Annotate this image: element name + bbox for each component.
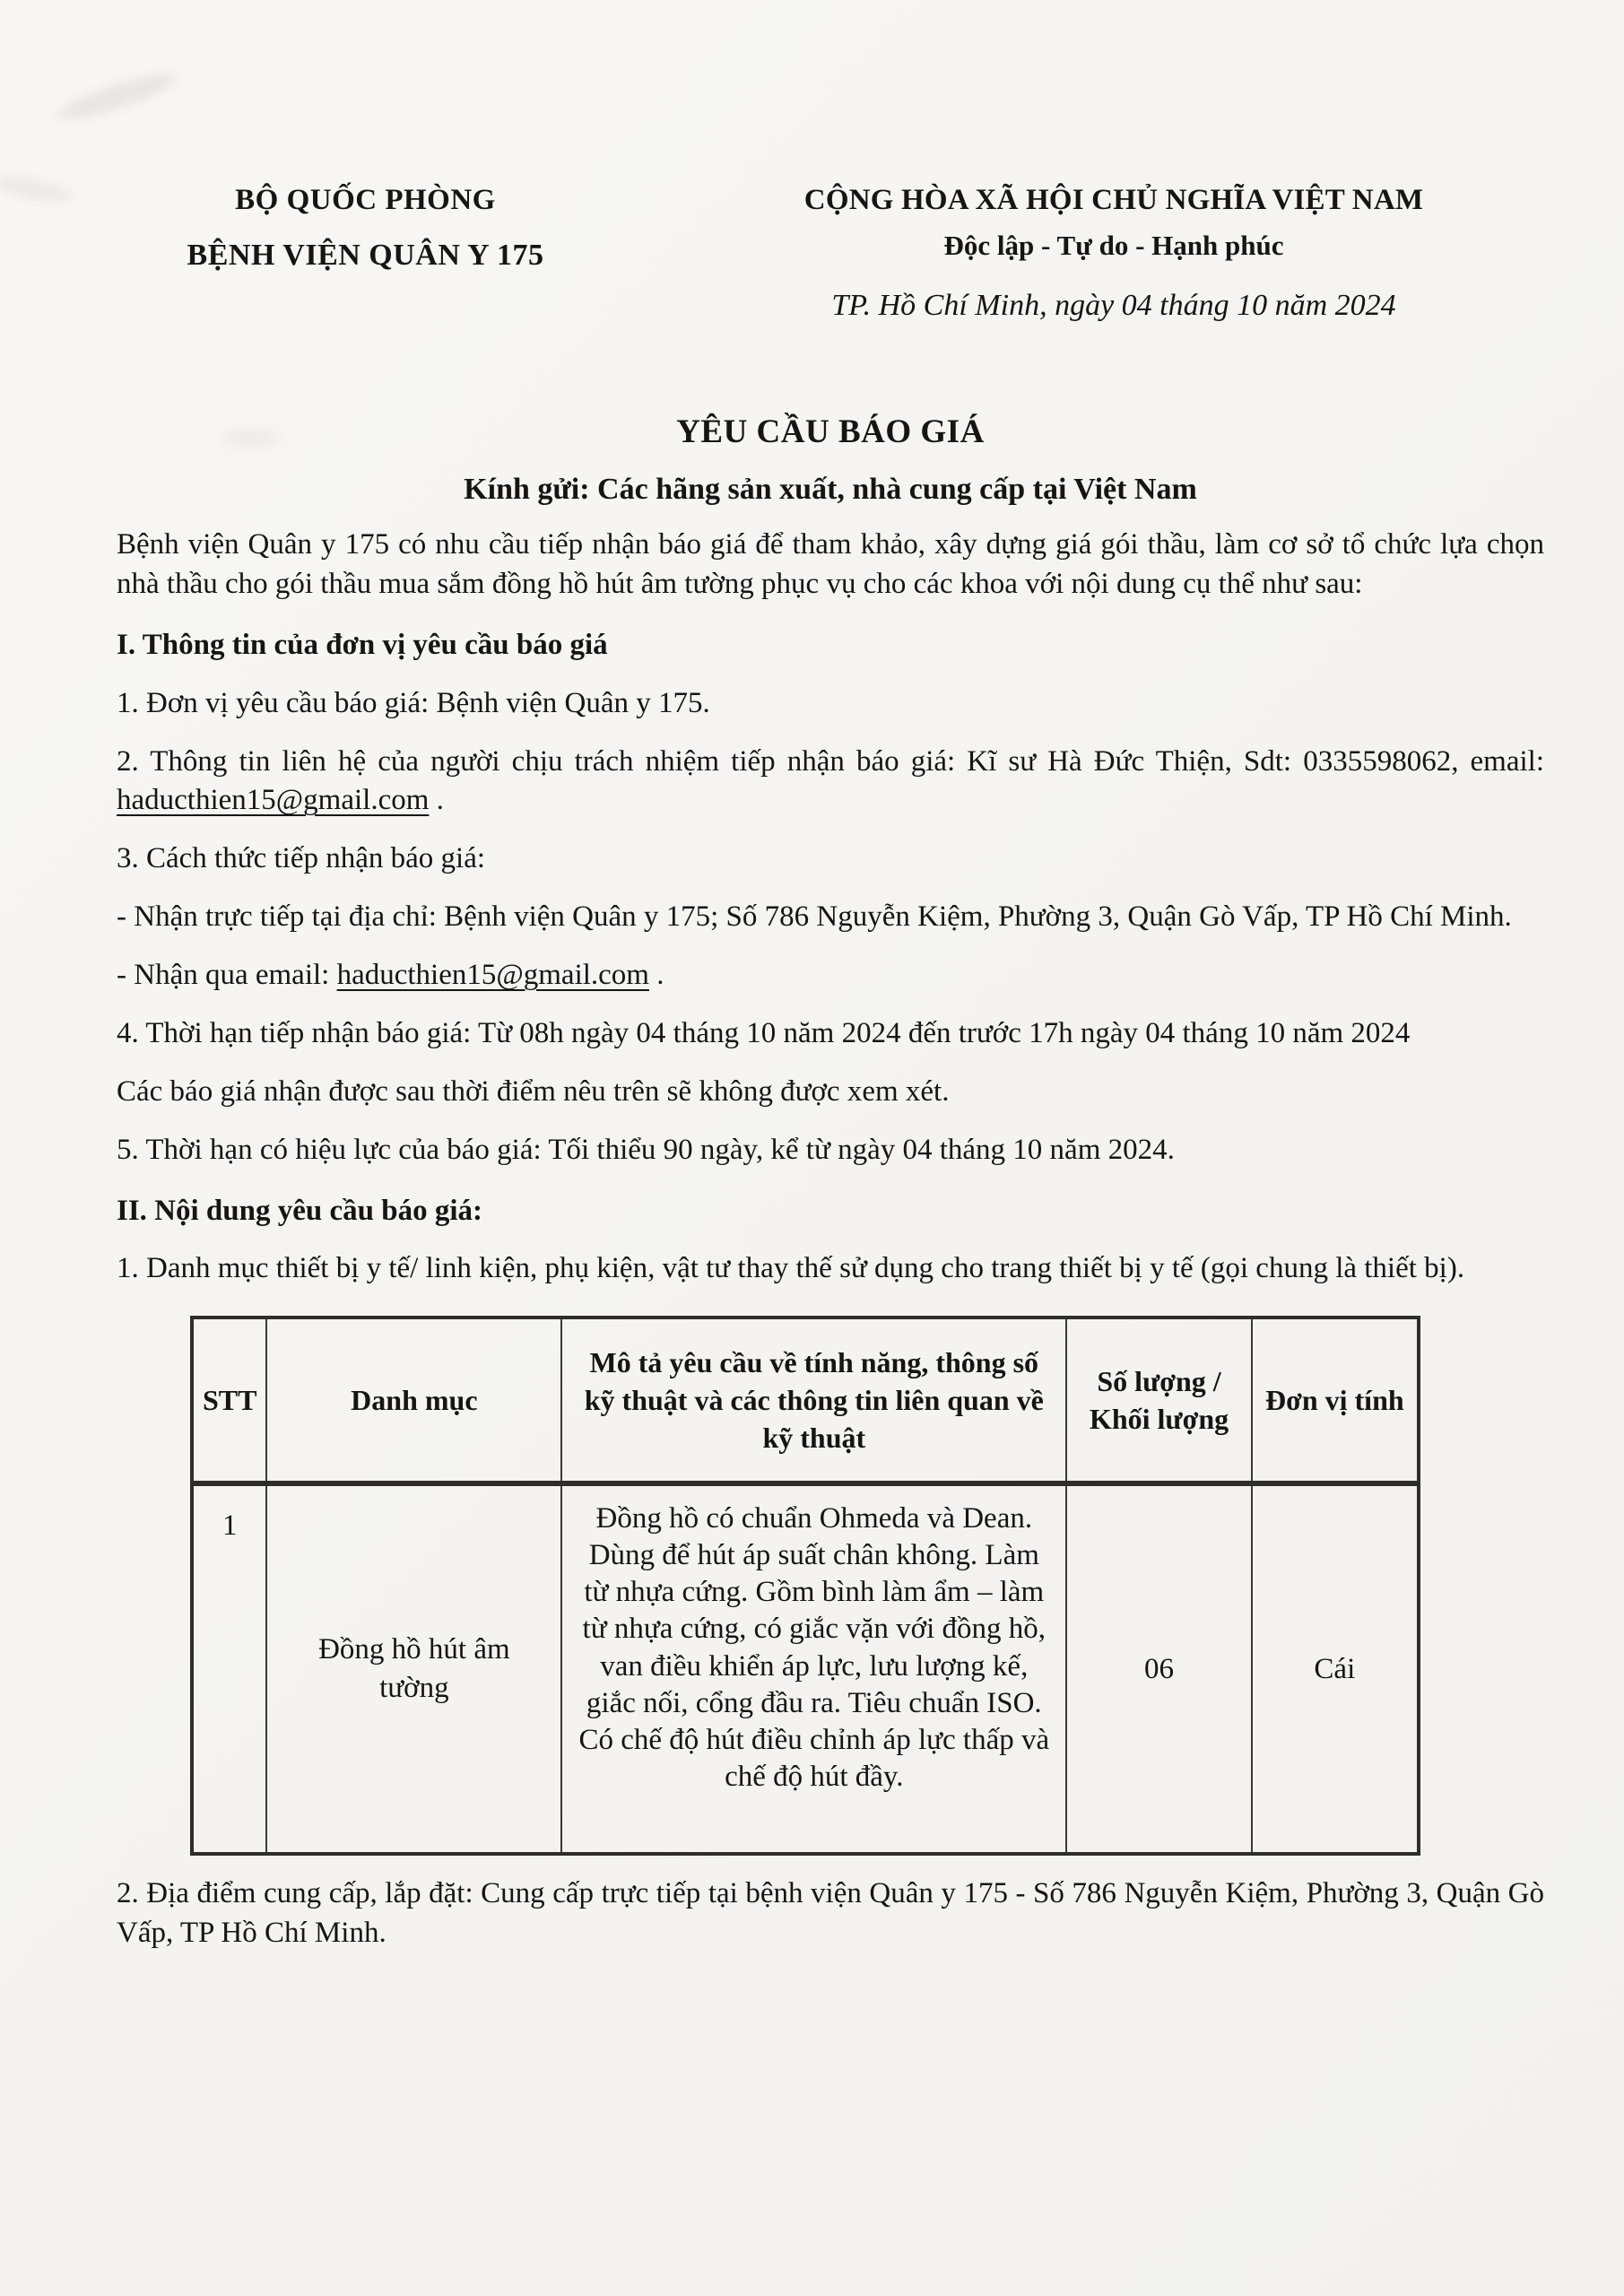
col-header-stt: STT: [192, 1318, 266, 1483]
hospital-name: BỆNH VIỆN QUÂN Y 175: [187, 239, 544, 272]
national-title: CỘNG HÒA XÃ HỘI CHỦ NGHĨA VIỆT NAM: [803, 184, 1424, 216]
contact-info-text: 2. Thông tin liên hệ của người chịu trách nhiệm tiếp nhận báo giá: Kĩ sư Hà Đức Thiện, Sdt: 0335598062, email:: [117, 744, 1544, 778]
document-content: [117, 184, 1544, 1953]
scan-artifact: [53, 66, 179, 127]
section2-item1: 1. Danh mục thiết bị y tế/ linh kiện, phụ kiện, vật tư thay thế sử dụng cho trang thiết bị y tế (gọi chung là thiết bị).: [117, 1252, 1465, 1285]
issuing-org-block: [117, 184, 614, 273]
section1-heading: I. Thông tin của đơn vị yêu cầu báo giá: [117, 628, 608, 661]
ministry-name: BỘ QUỐC PHÒNG: [235, 184, 496, 216]
cell-quantity: 06: [1066, 1483, 1251, 1854]
contact-info-period: .: [429, 784, 444, 817]
section1-item5: 5. Thời hạn có hiệu lực của báo giá: Tối thiểu 90 ngày, kể từ ngày 04 tháng 10 năm 2024.: [117, 1133, 1175, 1166]
cell-description: Đồng hồ có chuẩn Ohmeda và Dean. Dùng để hút áp suất chân không. Làm từ nhựa cứng. Gồm bình làm ẩm – làm từ nhựa cứng, có giắc vặn với đồng hồ, van điều khiển áp lực, lưu lượng kế, giắc nối, cổng đầu ra. Tiêu chuẩn ISO. Có chế độ hút điều chỉnh áp lực thấp và chế độ hút đầy.: [561, 1483, 1066, 1854]
equipment-quote-table: [190, 1316, 1420, 1856]
document-header: [117, 184, 1544, 323]
section1-item3-dash2: [117, 956, 1544, 996]
table-row: [192, 1483, 1419, 1854]
deadline-note: Các báo giá nhận được sau thời điểm nêu trên sẽ không được xem xét.: [117, 1074, 950, 1108]
receive-email-link: haducthien15@gmail.com: [336, 959, 649, 991]
col-header-unit: Đơn vị tính: [1252, 1318, 1419, 1483]
scan-artifact: [0, 171, 74, 207]
table-header-row: [192, 1318, 1419, 1483]
email-receive-text: - Nhận qua email:: [117, 959, 337, 991]
section1-item1: 1. Đơn vị yêu cầu báo giá: Bệnh viện Quân y 175.: [117, 686, 710, 719]
place-date-line: TP. Hồ Chí Minh, ngày 04 tháng 10 năm 2024: [831, 289, 1396, 322]
cell-stt: 1: [192, 1483, 266, 1854]
document-title: YÊU CẦU BÁO GIÁ: [676, 413, 985, 450]
section1-item2: [117, 743, 1544, 822]
section1-item4: 4. Thời hạn tiếp nhận báo giá: Từ 08h ngày 04 tháng 10 năm 2024 đến trước 17h ngày 04 tháng 10 năm 2024: [117, 1016, 1411, 1049]
col-header-quantity: Số lượng / Khối lượng: [1066, 1318, 1251, 1483]
col-header-category: Danh mục: [266, 1318, 561, 1483]
cell-unit: Cái: [1252, 1483, 1419, 1854]
section1-item3-dash1: - Nhận trực tiếp tại địa chỉ: Bệnh viện Quân y 175; Số 786 Nguyễn Kiệm, Phường 3, Quận Gò Vấp, TP Hồ Chí Minh.: [117, 900, 1512, 934]
salutation-line: Kính gửi: Các hãng sản xuất, nhà cung cấp tại Việt Nam: [464, 473, 1197, 506]
national-motto-block: [683, 184, 1544, 323]
cell-category: Đồng hồ hút âm tường: [266, 1483, 561, 1854]
col-header-description: Mô tả yêu cầu về tính năng, thông số kỹ thuật và các thông tin liên quan về kỹ thuật: [561, 1318, 1066, 1483]
section2-heading: II. Nội dung yêu cầu báo giá:: [117, 1194, 483, 1227]
email-receive-period: .: [648, 959, 664, 991]
national-motto: Độc lập - Tự do - Hạnh phúc: [943, 230, 1284, 261]
section1-item3: 3. Cách thức tiếp nhận báo giá:: [117, 842, 486, 875]
section2-item2: 2. Địa điểm cung cấp, lắp đặt: Cung cấp trực tiếp tại bệnh viện Quân y 175 - Số 786 Nguyễn Kiệm, Phường 3, Quận Gò Vấp, TP Hồ Chí Minh.: [117, 1877, 1544, 1950]
contact-email-link: haducthien15@gmail.com: [117, 784, 430, 817]
intro-paragraph: Bệnh viện Quân y 175 có nhu cầu tiếp nhận báo giá để tham khảo, xây dựng giá gói thầu, làm cơ sở tổ chức lựa chọn nhà thầu cho gói thầu mua sắm đồng hồ hút âm tường phục vụ cho các khoa với nội dung cụ thể như sau:: [117, 528, 1544, 600]
